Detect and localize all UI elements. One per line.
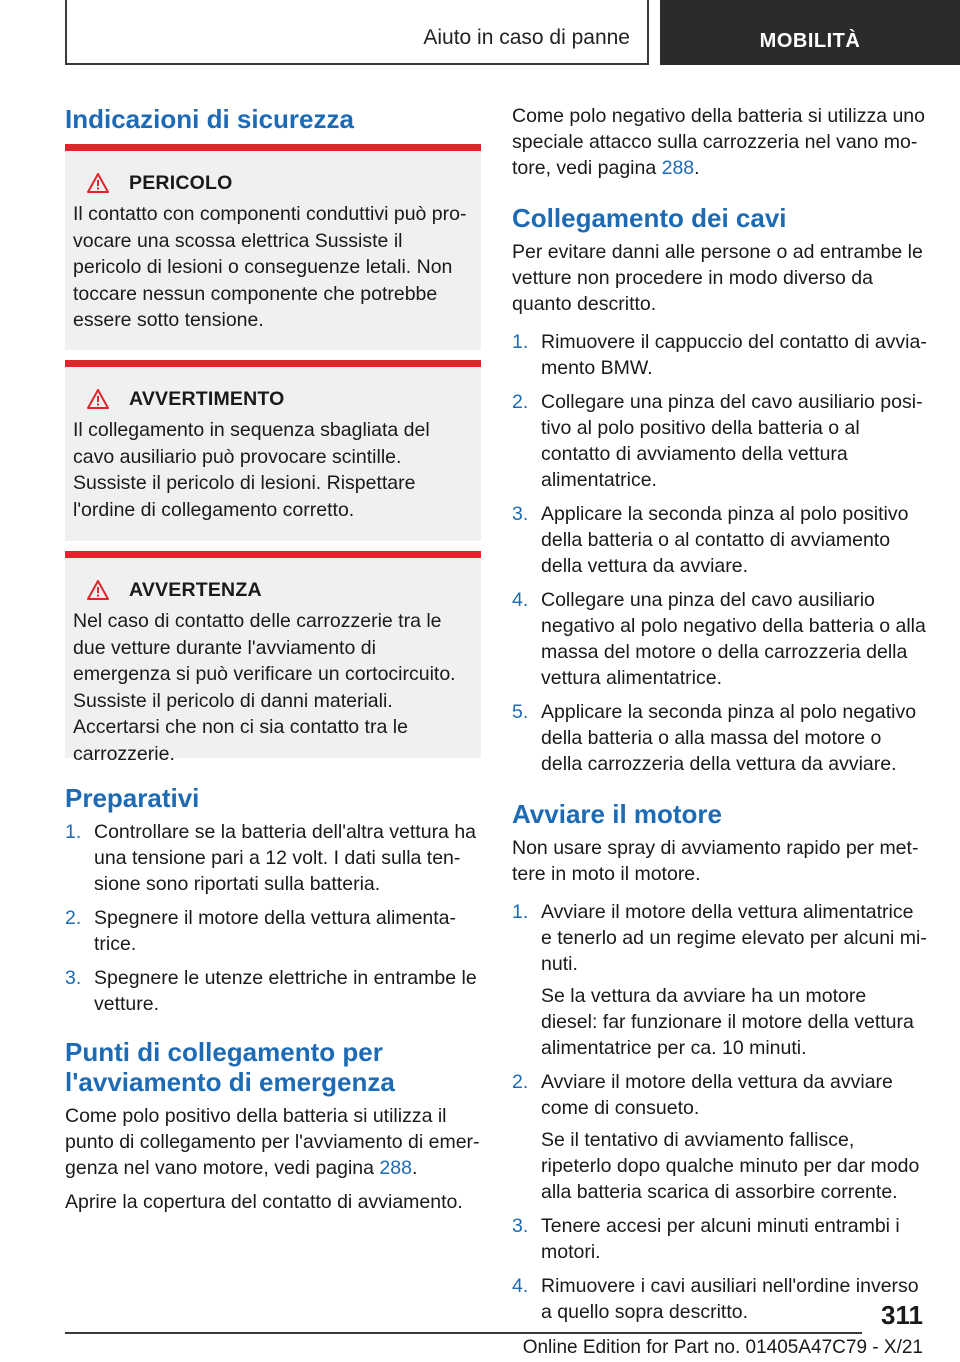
page-link-288[interactable]: 288 [379, 1157, 412, 1179]
list-item [512, 587, 927, 691]
step-number: 2. [65, 907, 82, 929]
warning-level: AVVERTENZA [129, 578, 262, 601]
step-text: Controllare se la batteria dell'altra vettura ha una tensione pari a 12 volt. I dati sulla tensione sono riportati sulla batteria. [94, 821, 477, 895]
footer-edition: Online Edition for Part no. 01405A47C79 - X/21 [522, 1337, 923, 1358]
step-subtext: Se la vettura da avviare ha un motore diesel: far funzionare il motore della vettura alimentatrice per ca. 10 minuti. [541, 985, 914, 1059]
step-number: 1. [512, 901, 529, 923]
step-text: Avviare il motore della vettura alimentatrice e tenerlo ad un regime elevato per alcuni minuti. [541, 901, 927, 975]
step-number: 2. [512, 391, 529, 413]
warning-text: Il collegamento in sequenza sbagliata del cavo ausiliario può provocare scintille. Sussiste il pericolo di lesioni. Rispettare l'ordine di collegamento corretto. [73, 419, 430, 521]
step-text: Applicare la seconda pinza al polo positivo della batteria o al contatto di avviamento della vettura da avviare. [541, 503, 909, 577]
header-section-title: Aiuto in caso di panne [423, 26, 630, 49]
list-item [512, 329, 927, 381]
preparation-title: Preparativi [65, 783, 200, 813]
start-engine-steps [512, 899, 927, 1325]
list-item [65, 965, 481, 1017]
warning-text: Il contatto con componenti conduttivi può provocare una scossa elettrica Sussiste il pericolo di lesioni o conseguenze letali. Non toccare nessun componente che potrebbe essere sotto tensione. [73, 203, 467, 331]
warning-text: Nel caso di contatto delle carrozzerie tra le due vetture durante l'avviamento di emergenza si può verificare un cortocircuito. Sussiste il pericolo di danni materiali. Accertarsi che non ci sia contatto tra le carrozzerie. [73, 610, 456, 765]
page-link-288[interactable]: 288 [661, 157, 695, 179]
step-text: Spegnere il motore della vettura alimentatrice. [94, 907, 457, 955]
warning-triangle-icon [87, 389, 109, 409]
start-engine-title: Avviare il motore [512, 799, 723, 829]
text-segment: . [694, 157, 700, 179]
step-number: 3. [512, 503, 529, 525]
connection-points-text-2: Aprire la copertura del contatto di avviamento. [65, 1191, 463, 1213]
text-segment: . [411, 1157, 418, 1179]
step-text: Collegare una pinza del cavo ausiliario negativo al polo negativo della batteria o alla massa del motore o della carrozzeria della vettura alimentatrice. [541, 589, 926, 689]
list-item [512, 1213, 927, 1265]
preparation-steps [65, 819, 481, 1017]
list-item [512, 1069, 927, 1205]
list-item [512, 899, 927, 1061]
step-text: Applicare la seconda pinza al polo negativo della batteria o alla massa del motore o della carrozzeria della vettura da avviare. [541, 701, 917, 775]
step-text: Collegare una pinza del cavo ausiliario positivo al polo positivo della batteria o al contatto di avviamento della vettura alimentatrice. [541, 391, 923, 491]
step-number: 3. [65, 967, 82, 989]
right-column [512, 103, 927, 1333]
warning-box-caution [65, 551, 481, 765]
connection-points-text [65, 1103, 481, 1181]
step-subtext: Se il tentativo di avviamento fallisce, ripeterlo dopo qualche minuto per dar modo alla batteria scarica di assorbire corrente. [541, 1129, 920, 1203]
step-number: 5. [512, 701, 529, 723]
warning-title [73, 169, 473, 197]
step-text: Rimuovere i cavi ausiliari nell'ordine inverso a quello sopra descritto. [541, 1275, 919, 1323]
list-item [512, 389, 927, 493]
step-text: Tenere accesi per alcuni minuti entrambi i motori. [541, 1215, 900, 1263]
warning-triangle-icon [87, 580, 109, 600]
footer-divider [65, 1332, 862, 1334]
text-segment: Come polo positivo della batteria si utilizza il punto di collegamento per l'avviamento di emergenza nel vano motore, vedi pagina [65, 1105, 480, 1179]
warning-triangle-icon [87, 173, 109, 193]
warning-level: AVVERTIMENTO [129, 387, 285, 410]
cables-title: Collegamento dei cavi [512, 203, 787, 233]
step-text: Spegnere le utenze elettriche in entrambe le vetture. [94, 967, 477, 1015]
step-number: 4. [512, 1275, 529, 1297]
list-item [512, 501, 927, 579]
list-item [512, 1273, 927, 1325]
cables-intro: Per evitare danni alle persone o ad entrambe le vetture non procedere in modo diverso da quanto descritto. [512, 241, 923, 315]
warning-title [73, 385, 473, 413]
warning-title [73, 576, 473, 604]
step-number: 2. [512, 1071, 529, 1093]
warning-box-danger [65, 144, 481, 350]
warning-level: PERICOLO [129, 171, 233, 194]
connection-points-title: Punti di collegamento per l'avviamento di emergenza [65, 1037, 395, 1097]
step-text: Avviare il motore della vettura da avviare come di consueto. [541, 1071, 893, 1119]
step-number: 4. [512, 589, 529, 611]
left-lower-column [65, 783, 481, 1215]
text-segment: Come polo negativo della batteria si utilizza uno speciale attacco sulla carrozzeria nel vano motore, vedi pagina [512, 105, 925, 179]
warning-box-warning [65, 360, 481, 541]
step-number: 3. [512, 1215, 529, 1237]
cables-steps [512, 329, 927, 777]
step-text: Rimuovere il cappuccio del contatto di avviamento BMW. [541, 331, 927, 379]
page-number: 311 [881, 1300, 923, 1330]
list-item [512, 699, 927, 777]
list-item [65, 819, 481, 897]
header-chapter-label: MOBILITÀ [759, 30, 861, 52]
negative-pole-text [512, 103, 927, 181]
step-number: 1. [65, 821, 82, 843]
step-number: 1. [512, 331, 529, 353]
safety-title: Indicazioni di sicurezza [65, 104, 354, 134]
start-engine-intro: Non usare spray di avviamento rapido per mettere in moto il motore. [512, 837, 919, 885]
header-chapter-tab [660, 0, 960, 65]
list-item [65, 905, 481, 957]
